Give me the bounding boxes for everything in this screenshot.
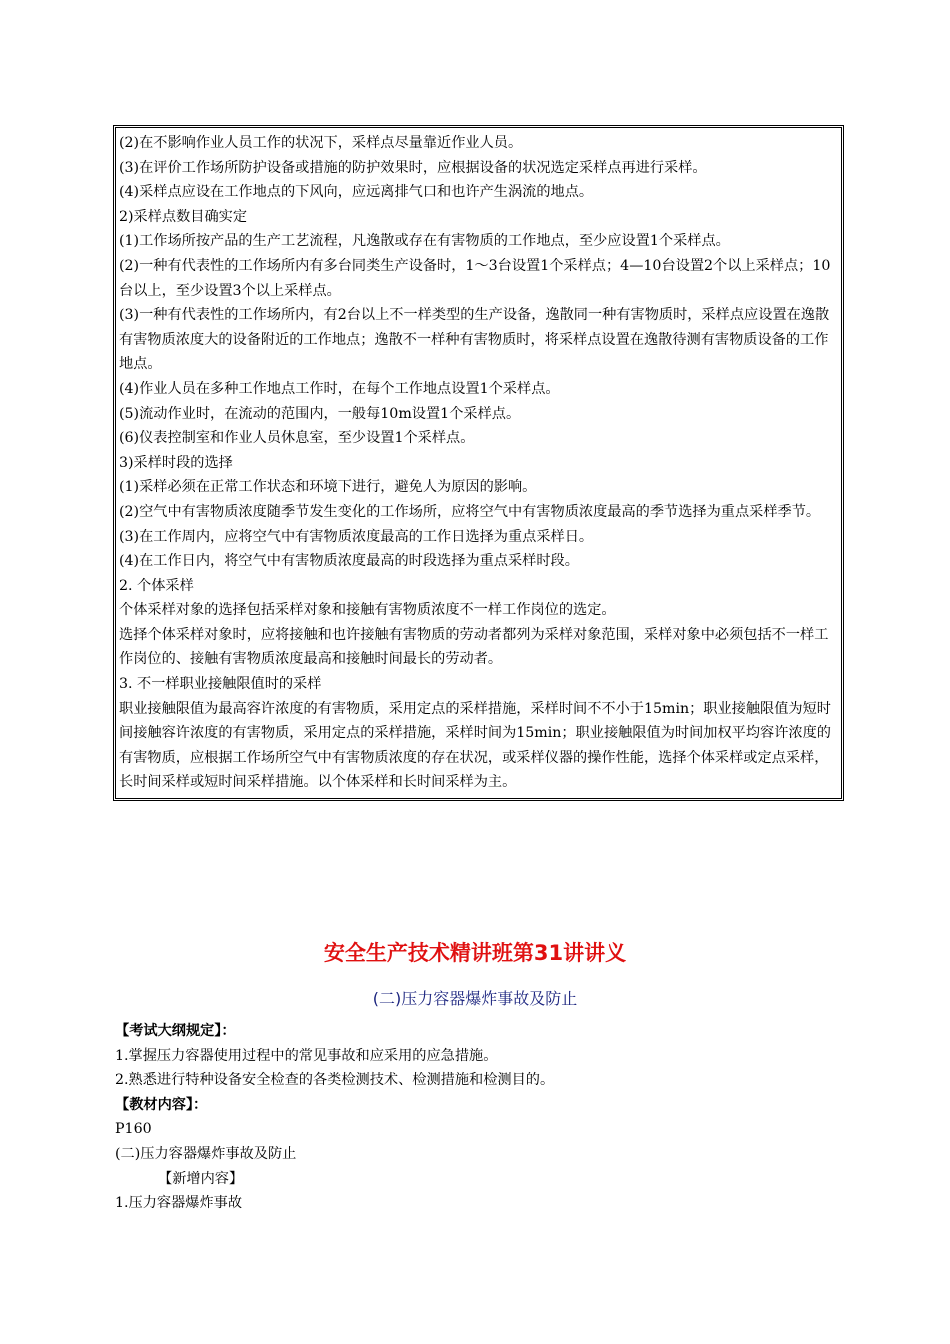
exam-item: 2.熟悉进行特种设备安全检查的各类检测技术、检测措施和检测目的。 — [115, 1072, 555, 1089]
box-line: (4)采样点应设在工作地点的下风向，应远离排气口和也许产生涡流的地点。 — [119, 184, 594, 201]
page-subtitle: (二)压力容器爆炸事故及防止 — [372, 989, 578, 1008]
box-line: 3)采样时段的选择 — [119, 454, 233, 471]
sub-heading: (二)压力容器爆炸事故及防止 — [115, 1145, 297, 1162]
textbook-content-heading: 【教材内容】： — [115, 1096, 208, 1113]
exam-outline-heading: 【考试大纲规定】： — [115, 1023, 236, 1039]
box-line: (4)作业人员在多种工作地点工作时，在每个工作地点设置1个采样点。 — [119, 380, 560, 397]
lecture-body — [115, 1019, 835, 1216]
box-line: 2. 个体采样 — [119, 577, 194, 594]
box-line: (2)一种有代表性的工作场所内有多台同类生产设备时，1～3台设置1个采样点；4—10台设置2个以上采样点；10台以上，至少设置3个以上采样点。 — [119, 257, 831, 299]
box-line: (3)在工作周内，应将空气中有害物质浓度最高的工作日选择为重点采样日。 — [119, 528, 594, 545]
box-line: (5)流动作业时，在流动的范围内，一般每10m设置1个采样点。 — [119, 405, 521, 422]
box-line: 个体采样对象的选择包括采样对象和接触有害物质浓度不一样工作岗位的选定。 — [119, 602, 616, 619]
box-line: 3. 不一样职业接触限值时的采样 — [119, 676, 322, 693]
first-item: 1.压力容器爆炸事故 — [115, 1195, 243, 1212]
exam-item: 1.掌握压力容器使用过程中的常见事故和应采用的应急措施。 — [115, 1047, 498, 1064]
box-line: 2)采样点数目确实定 — [119, 208, 248, 225]
content-box — [113, 125, 844, 801]
page-title: 安全生产技术精讲班第31讲讲义 — [323, 941, 627, 965]
box-line: (4)在工作日内，将空气中有害物质浓度最高的时段选择为重点采样时段。 — [119, 553, 579, 570]
box-line: (1)采样必须在正常工作状态和环境下进行，避免人为原因的影响。 — [119, 479, 537, 496]
page-reference: P160 — [115, 1121, 152, 1138]
box-line: (3)一种有代表性的工作场所内，有2台以上不一样类型的生产设备，逸散同一种有害物质时，采样点应设置在逸散有害物质浓度大的设备附近的工作地点；逸散不一样种有害物质时，将采样点设置在逸散待测有害物质设备的工作地点。 — [119, 307, 830, 373]
box-line: 职业接触限值为最高容许浓度的有害物质，采用定点的采样措施，采样时间不不小于15min；职业接触限值为短时间接触容许浓度的有害物质，采用定点的采样措施，采样时间为15min；职业接触限值为时间加权平均容许浓度的有害物质，应根据工作场所空气中有害物质浓度的存在状况，或采样仪器的操作性能，选择个体采样或定点采样，长时间采样或短时间采样措施。以个体采样和长时间采样为主。 — [119, 700, 831, 791]
box-line: (3)在评价工作场所防护设备或措施的防护效果时，应根据设备的状况选定采样点再进行采样。 — [119, 159, 707, 176]
box-line: (2)在不影响作业人员工作的状况下，采样点尽量靠近作业人员。 — [119, 135, 523, 151]
new-content-tag: 【新增内容】 — [158, 1170, 244, 1187]
box-line: (1)工作场所按产品的生产工艺流程，凡逸散或存在有害物质的工作地点，至少应设置1个采样点。 — [119, 233, 730, 250]
box-line: (2)空气中有害物质浓度随季节发生变化的工作场所，应将空气中有害物质浓度最高的季节选择为重点采样季节。 — [119, 503, 821, 520]
box-line: (6)仪表控制室和作业人员休息室，至少设置1个采样点。 — [119, 430, 475, 447]
box-line: 选择个体采样对象时，应将接触和也许接触有害物质的劳动者都列为采样对象范围，采样对象中必须包括不一样工作岗位的、接触有害物质浓度最高和接触时间最长的劳动者。 — [119, 626, 829, 668]
